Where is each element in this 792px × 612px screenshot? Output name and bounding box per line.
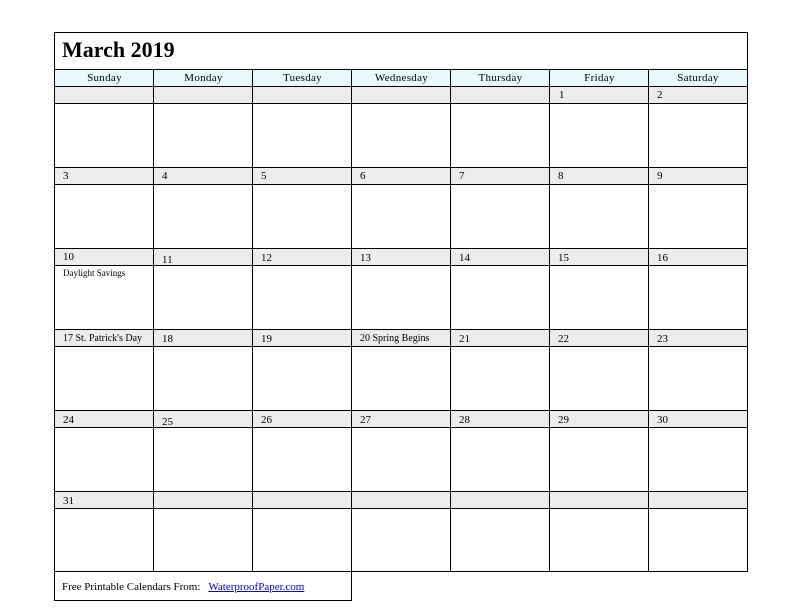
- grid-line: [549, 69, 550, 572]
- week-5-number-row: [55, 410, 747, 428]
- daylight-savings-note: Daylight Savings: [63, 268, 126, 278]
- day-number: 24: [63, 414, 74, 426]
- week-6-number-row: [55, 491, 747, 509]
- week-1-number-row: [55, 86, 747, 104]
- footer-label: Free Printable Calendars From:: [62, 581, 201, 593]
- day-number: 15: [558, 252, 569, 264]
- day-number: 8: [558, 170, 564, 182]
- day-number: 7: [459, 170, 465, 182]
- day-number: 9: [657, 170, 663, 182]
- weekday-tuesday: Tuesday: [283, 72, 322, 84]
- grid-line: [252, 69, 253, 572]
- day-number: 23: [657, 333, 668, 345]
- footer-link[interactable]: WaterproofPaper.com: [208, 581, 305, 593]
- day-number: 18: [162, 333, 173, 345]
- grid-line: [351, 69, 352, 572]
- day-number: 29: [558, 414, 569, 426]
- day-number: 1: [559, 89, 565, 101]
- day-number: 3: [63, 170, 69, 182]
- day-number: 14: [459, 252, 470, 264]
- grid-line: [153, 69, 154, 572]
- day-number: 31: [63, 495, 74, 507]
- day-number: 28: [459, 414, 470, 426]
- day-number: 19: [261, 333, 272, 345]
- footer-text-line: [62, 581, 304, 593]
- week-2-number-row: [55, 167, 747, 185]
- weekday-friday: Friday: [584, 72, 615, 84]
- footer-credit: [54, 571, 352, 601]
- day-number: 4: [162, 170, 168, 182]
- calendar-title: March 2019: [62, 37, 175, 62]
- calendar: [54, 32, 748, 572]
- day-number-st-patricks: 17 St. Patrick's Day: [63, 333, 143, 344]
- week-3-number-row: [55, 248, 747, 266]
- day-number: 5: [261, 170, 267, 182]
- day-number: 6: [360, 170, 366, 182]
- weekday-thursday: Thursday: [478, 72, 523, 84]
- weekday-sunday: Sunday: [87, 72, 122, 84]
- day-number: 10: [63, 251, 74, 263]
- weekday-saturday: Saturday: [677, 72, 719, 84]
- weekday-monday: Monday: [184, 72, 223, 84]
- day-number: 25: [162, 416, 173, 428]
- day-number: 16: [657, 252, 668, 264]
- day-number: 26: [261, 414, 272, 426]
- grid-line: [648, 69, 649, 572]
- day-number: 2: [657, 89, 663, 101]
- day-number: 21: [459, 333, 470, 345]
- day-number: 27: [360, 414, 371, 426]
- day-number: 13: [360, 252, 371, 264]
- day-number: 22: [558, 333, 569, 345]
- weekday-header-row: [55, 69, 747, 87]
- day-number: 30: [657, 414, 668, 426]
- day-number: 12: [261, 252, 272, 264]
- day-number-spring-begins: 20 Spring Begins: [360, 333, 430, 344]
- day-number: 11: [162, 254, 173, 266]
- weekday-wednesday: Wednesday: [374, 72, 429, 84]
- grid-line: [450, 69, 451, 572]
